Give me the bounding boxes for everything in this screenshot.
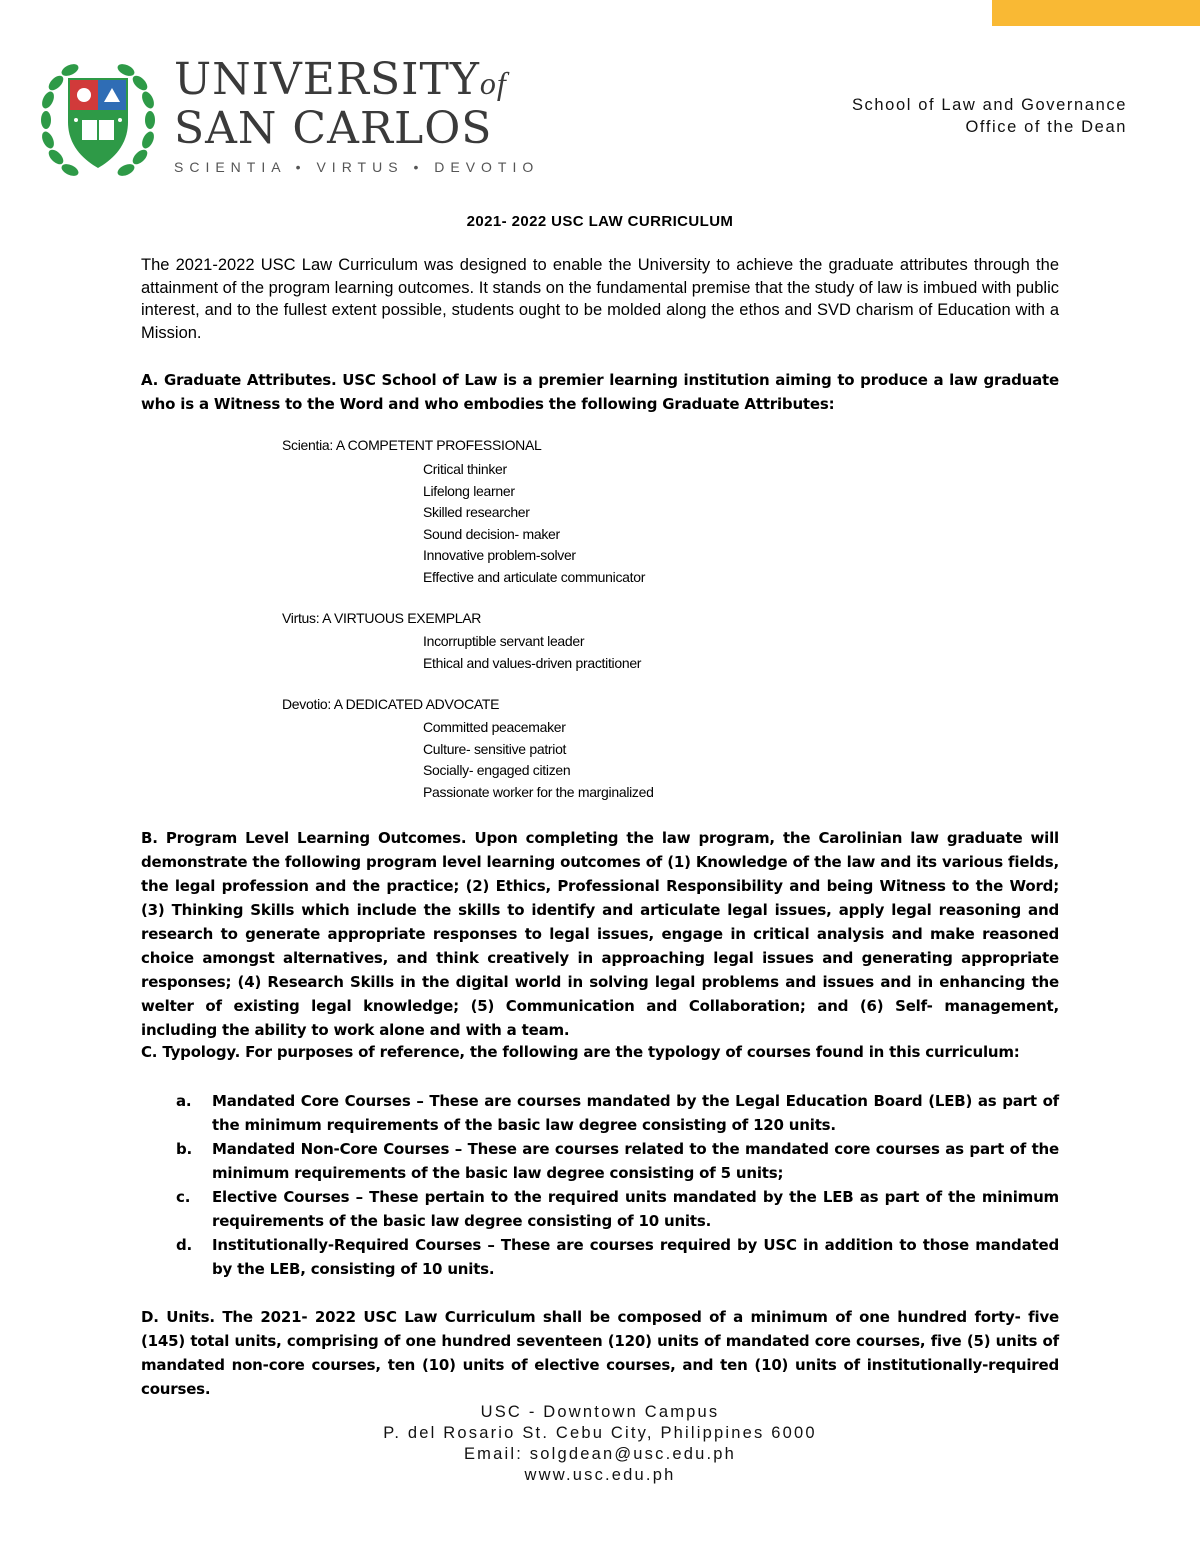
wordmark-motto: SCIENTIA • VIRTUS • DEVOTIO — [174, 159, 540, 175]
university-wordmark — [174, 54, 540, 175]
attribute-item: Lifelong learner — [423, 482, 515, 499]
typology-text: Institutionally-Required Courses – These are courses required by USC in addition to those mandated by the LEB, consisting of 10 units. — [212, 1236, 1059, 1278]
typology-item — [176, 1089, 1059, 1137]
attribute-item: Culture- sensitive patriot — [423, 740, 567, 757]
typology-list — [176, 1089, 1059, 1281]
section-b-learning-outcomes: B. Program Level Learning Outcomes. Upon completing the law program, the Carolinian law graduate will demonstrate the following program level learning outcomes of (1) Knowledge of the law and its various fields, the legal profession and the practice; (2) Ethics, Professional Responsibility and being Witness to the Word; (3) Thinking Skills which include the skills to identify and articulate legal issues, apply legal reasoning and research to generate appropriate responses to legal issues, engage in critical analysis and make reasoned choice amongst alternatives, and think creatively in approaching legal issues and generating appropriate responses; (4) Research Skills in the digital world in solving legal problems and issues and in enhancing the welter of existing legal knowledge; (5) Communication and Collaboration; and (6) Self- management, including the ability to work alone and with a team. — [141, 829, 1059, 1039]
corner-accent-tab — [992, 0, 1200, 26]
footer-website: www.usc.edu.ph — [524, 1466, 676, 1484]
section-c-typology: C. Typology. For purposes of reference, the following are the typology of courses found in this curriculum: — [141, 1043, 1020, 1061]
typology-item — [176, 1185, 1059, 1233]
section-d-units: D. Units. The 2021- 2022 USC Law Curriculum shall be composed of a minimum of one hundred forty- five (145) total units, comprising of one hundred seventeen (120) units of mandated core courses, five (5) units of mandated non-core courses, ten (10) units of elective courses, and ten (10) units of institutionally-required courses. — [141, 1308, 1059, 1398]
attribute-heading-devotio: Devotio: A DEDICATED ADVOCATE — [282, 696, 500, 712]
attribute-item: Innovative problem-solver — [423, 547, 576, 564]
typology-text: Elective Courses – These pertain to the required units mandated by the LEB as part of the minimum requirements of the basic law degree consisting of 10 units. — [212, 1188, 1059, 1230]
attribute-list-devotio — [423, 717, 654, 803]
attribute-list-scientia — [423, 459, 645, 589]
wordmark-university: UNIVERSITY — [174, 54, 480, 105]
intro-paragraph: The 2021-2022 USC Law Curriculum was designed to enable the University to achieve the graduate attributes through the attainment of the program learning outcomes. It stands on the fundamental premise that the study of law is imbued with public interest, and to the fullest extent possible, students ought to be molded along the ethos and SVD charism of Education with a Mission. — [141, 256, 1059, 343]
wordmark-san-carlos: SAN CARLOS — [174, 103, 493, 154]
attribute-item: Socially- engaged citizen — [423, 762, 571, 779]
attribute-item: Effective and articulate communicator — [423, 568, 646, 585]
footer-address: P. del Rosario St. Cebu City, Philippines 6000 — [383, 1424, 817, 1442]
typology-letter: c. — [176, 1188, 191, 1206]
typology-letter: b. — [176, 1140, 193, 1158]
attribute-item: Sound decision- maker — [423, 525, 560, 542]
typology-item — [176, 1137, 1059, 1185]
wordmark-of: of — [479, 65, 507, 101]
page-footer — [0, 1402, 1200, 1486]
office-header — [852, 94, 1127, 138]
office-name: Office of the Dean — [965, 118, 1127, 136]
school-name: School of Law and Governance — [851, 96, 1127, 114]
university-seal-logo — [34, 56, 162, 184]
attribute-item: Committed peacemaker — [423, 719, 566, 735]
attribute-item: Ethical and values-driven practitioner — [423, 654, 642, 671]
footer-campus: USC - Downtown Campus — [480, 1403, 720, 1421]
attribute-heading-virtus: Virtus: A VIRTUOUS EXEMPLAR — [282, 610, 482, 626]
document-title: 2021- 2022 USC LAW CURRICULUM — [466, 213, 734, 230]
typology-item — [176, 1233, 1059, 1281]
attribute-item: Skilled researcher — [423, 504, 530, 521]
typology-text: Mandated Non-Core Courses – These are courses related to the mandated core courses as part of the minimum requirements of the basic law degree consisting of 5 units; — [212, 1140, 1059, 1182]
section-a-graduate-attributes: A. Graduate Attributes. USC School of Law is a premier learning institution aiming to produce a law graduate who is a Witness to the Word and who embodies the following Graduate Attributes: — [141, 371, 1059, 413]
attribute-heading-scientia: Scientia: A COMPETENT PROFESSIONAL — [282, 437, 542, 453]
attribute-item: Incorruptible servant leader — [423, 633, 585, 649]
typology-letter: a. — [176, 1092, 192, 1110]
typology-text: Mandated Core Courses – These are courses mandated by the Legal Education Board (LEB) as part of the minimum requirements of the basic law degree consisting of 120 units. — [212, 1092, 1059, 1134]
attribute-item: Critical thinker — [423, 461, 507, 477]
attribute-list-virtus — [423, 631, 641, 674]
attribute-item: Passionate worker for the marginalized — [423, 783, 654, 800]
footer-email: Email: solgdean@usc.edu.ph — [463, 1445, 737, 1463]
typology-letter: d. — [176, 1236, 193, 1254]
